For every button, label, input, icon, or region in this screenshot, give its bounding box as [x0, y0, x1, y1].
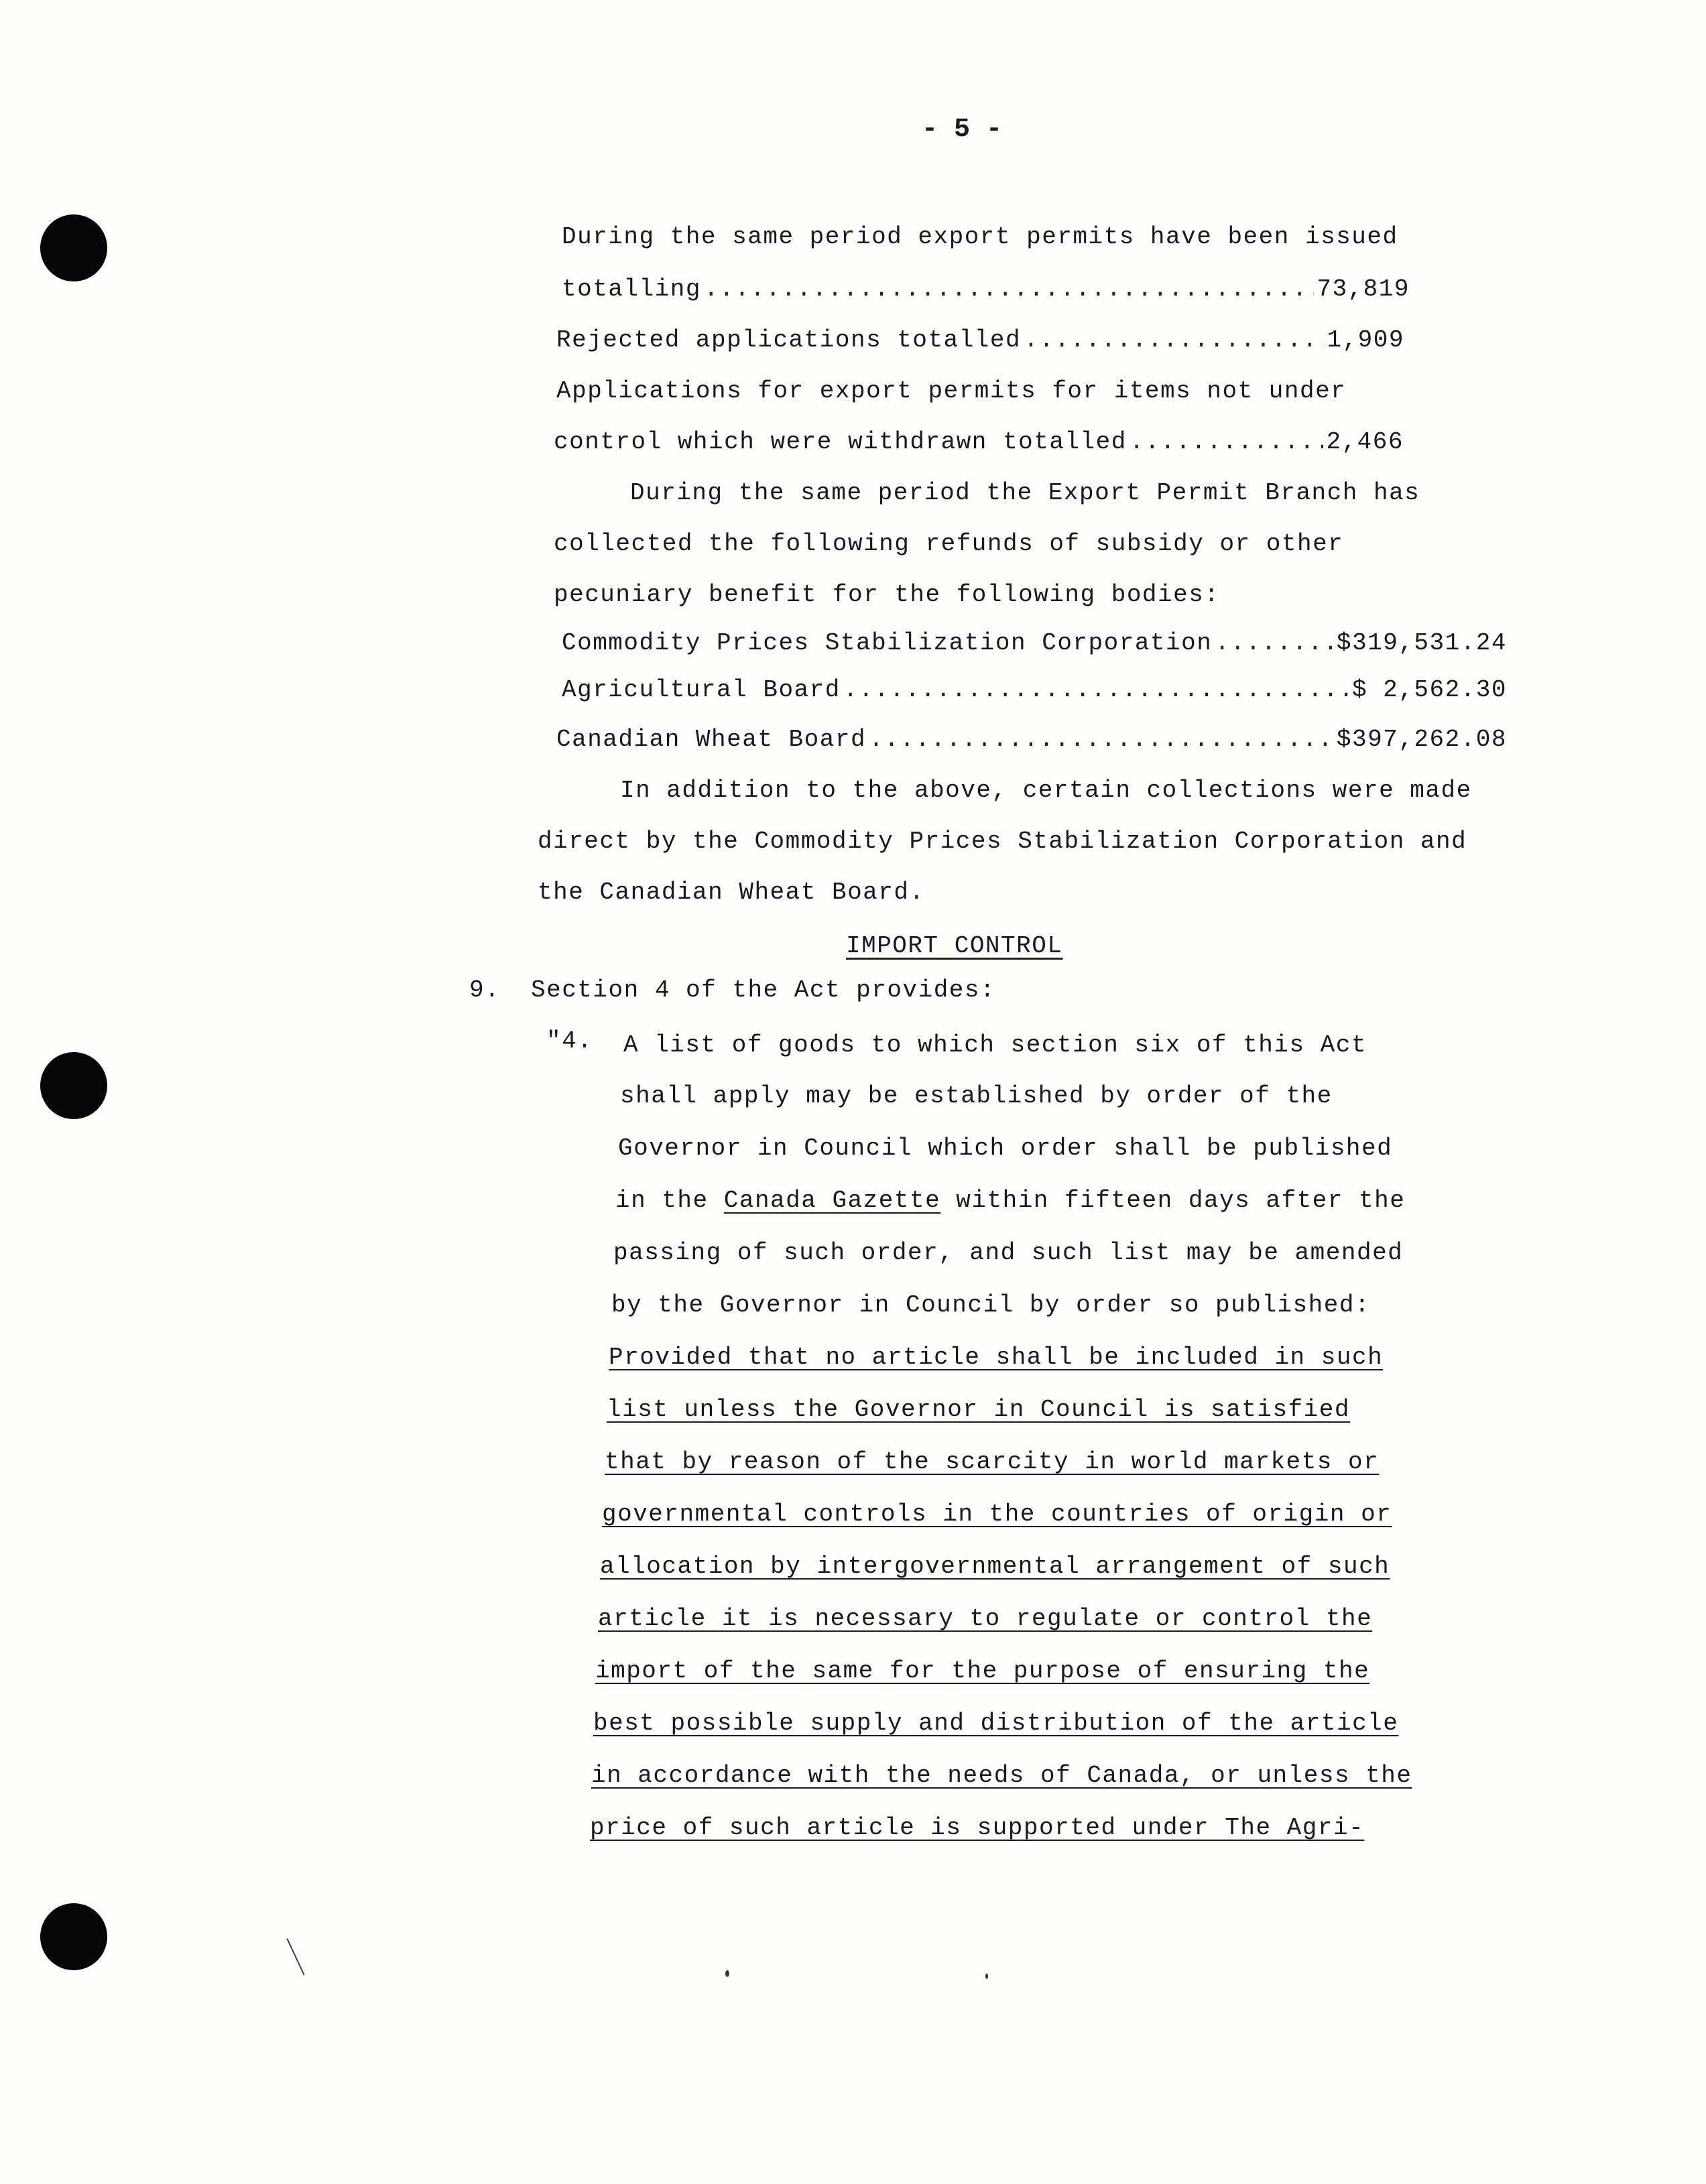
refund-label: Commodity Prices Stabilization Corporation: [562, 629, 1213, 657]
quote-line-gazette: [615, 1186, 1405, 1216]
item-text: Section 4 of the Act provides:: [531, 976, 996, 1004]
canada-gazette-title: Canada Gazette: [723, 1187, 941, 1214]
proviso-line: allocation by intergovernmental arrangement of such: [600, 1553, 1390, 1580]
quote-line-end: within fifteen days after the: [940, 1187, 1406, 1214]
leader-dots: [704, 275, 1314, 304]
refunds-paragraph-line: During the same period the Export Permit Branch has: [630, 479, 1420, 507]
proviso-line: price of such article is supported under The Agri-: [590, 1814, 1365, 1842]
quote-line: shall apply may be established by order of the: [620, 1082, 1333, 1110]
stray-speck: [985, 1974, 988, 1979]
proviso-line: Provided that no article shall be included in such: [609, 1344, 1384, 1371]
punch-hole-top: [40, 214, 107, 281]
quote-line: Governor in Council which order shall be published: [618, 1135, 1393, 1162]
leader-dots: [843, 676, 1349, 705]
rejected-applications-value: 1,909: [1327, 326, 1404, 354]
item-number: 9.: [469, 976, 501, 1004]
leader-dots: [1215, 629, 1334, 658]
refund-row-cpsc: [562, 629, 1507, 658]
quote-line: by the Governor in Council by order so published:: [611, 1291, 1371, 1319]
proviso-line: list unless the Governor in Council is satisfied: [607, 1396, 1350, 1423]
withdrawn-intro: Applications for export permits for items not under: [556, 377, 1347, 405]
proviso-line: best possible supply and distribution of the article: [593, 1710, 1399, 1737]
refunds-paragraph-line: pecuniary benefit for the following bodies:: [554, 581, 1220, 608]
refund-label: Agricultural Board: [562, 676, 841, 704]
leader-dots: [1130, 428, 1324, 457]
rejected-applications-row: [556, 326, 1404, 355]
refund-label: Canadian Wheat Board: [556, 726, 867, 753]
page-number: - 5 -: [922, 115, 1003, 145]
refund-row-wheat: [556, 725, 1507, 755]
refund-value: $319,531.24: [1336, 629, 1507, 657]
proviso-line: governmental controls in the countries of origin or: [602, 1500, 1392, 1528]
withdrawn-value: 2,466: [1326, 428, 1404, 456]
proviso-line: in accordance with the needs of Canada, or unless the: [591, 1762, 1412, 1789]
export-permits-intro: During the same period export permits have been issued: [562, 223, 1398, 251]
proviso-line: that by reason of the scarcity in world markets or: [605, 1448, 1380, 1476]
quote-line-start: in the: [615, 1187, 724, 1214]
additional-paragraph-line: direct by the Commodity Prices Stabilization Corporation and: [538, 828, 1467, 855]
quote-number: "4.: [546, 1027, 593, 1055]
permits-issued-label: totalling: [562, 275, 701, 303]
refund-value: $397,262.08: [1336, 726, 1507, 753]
additional-paragraph-line: In addition to the above, certain collections were made: [620, 777, 1472, 804]
withdrawn-label: control which were withdrawn totalled: [554, 428, 1127, 456]
leader-dots: [869, 725, 1334, 755]
rejected-applications-label: Rejected applications totalled: [556, 326, 1022, 354]
proviso-line: import of the same for the purpose of ensuring the: [595, 1657, 1370, 1685]
stray-mark: [286, 1938, 304, 1975]
proviso-line: article it is necessary to regulate or control the: [598, 1605, 1373, 1632]
stray-speck: [725, 1970, 729, 1977]
leader-dots: [1024, 326, 1324, 355]
punch-hole-bottom: [40, 1903, 107, 1970]
punch-hole-middle: [40, 1052, 107, 1119]
refund-row-agricultural: [562, 676, 1507, 705]
quote-line: A list of goods to which section six of this Act: [623, 1031, 1367, 1059]
permits-issued-row: [562, 275, 1410, 304]
quote-line: passing of such order, and such list may be amended: [613, 1239, 1404, 1267]
refund-value: $ 2,562.30: [1351, 676, 1507, 704]
permits-issued-value: 73,819: [1317, 275, 1410, 303]
section-heading: IMPORT CONTROL: [846, 932, 1063, 960]
additional-paragraph-line: the Canadian Wheat Board.: [538, 879, 925, 906]
withdrawn-row: [554, 428, 1404, 457]
refunds-paragraph-line: collected the following refunds of subsidy or other: [554, 530, 1344, 558]
